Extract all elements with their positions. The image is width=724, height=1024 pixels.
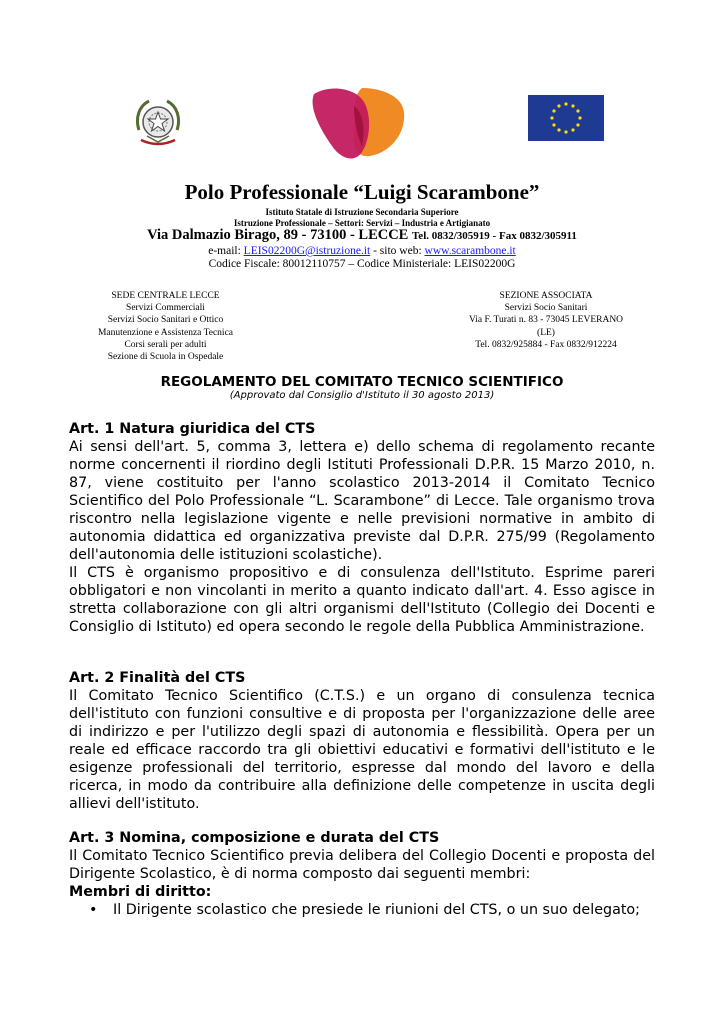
address-line (0, 227, 724, 244)
article-3-paragraph-1: Il Comitato Tecnico Scientifico previa delibera del Collegio Docenti e proposta del Dirigente Scolastico, è di norma composto dai seguenti membri: (69, 848, 655, 882)
sede-centrale-line: Manutenzione e Assistenza Tecnica (97, 327, 233, 338)
sezione-associata-line: SEZIONE ASSOCIATA (499, 291, 593, 301)
sezione-associata-line: Servizi Socio Sanitari (504, 303, 588, 314)
eu-flag (528, 95, 604, 141)
institute-sectors: Istruzione Professionale – Settori: Servizi – Industria e Artigianato (233, 218, 491, 228)
italian-republic-emblem (133, 96, 183, 152)
sede-centrale-block (88, 290, 243, 363)
membri-di-diritto-label: Membri di diritto: (69, 884, 212, 900)
article-2-heading: Art. 2 Finalità del CTS (69, 670, 246, 686)
institute-type: Istituto Statale di Istruzione Secondaria Superiore (265, 207, 459, 217)
article-1-paragraph-1: Ai sensi dell'art. 5, comma 3, lettera e) dello schema di regolamento recante norme concernenti il riordino degli Istituti Professionali D.P.R. 15 Marzo 2010, n. 87, viene costituito per l'anno scolastico 2013-2014 il Comitato Tecnico Scientifico del Polo Professionale “L. Scarambone” di Lecce. Tale organismo trova riscontro nella legislazione vigente e nelle previsioni normative in ambito di autonomia didattica ed organizzativa previste dal D.P.R. 275/99 (Regolamento dell'autonomia delle istituzioni scolastiche). (69, 439, 655, 563)
website-link[interactable]: www.scarambone.it (424, 245, 516, 257)
address: Via Dalmazio Birago, 89 - 73100 - LECCE (147, 227, 409, 243)
school-logo (304, 86, 414, 160)
article-3 (69, 829, 655, 919)
sede-centrale-line: Servizi Commerciali (126, 303, 205, 314)
sede-centrale-line: Sezione di Scuola in Ospedale (107, 352, 224, 363)
document-subtitle: (Approvato dal Consiglio d'Istituto il 30 agosto 2013) (229, 390, 495, 401)
article-2 (69, 669, 655, 813)
document-title: REGOLAMENTO DEL COMITATO TECNICO SCIENTIFICO (160, 374, 564, 390)
sezione-associata-line: Tel. 0832/925884 - Fax 0832/912224 (475, 339, 617, 350)
school-name: Polo Professionale “Luigi Scarambone” (184, 180, 540, 204)
email-label: e-mail: (208, 245, 241, 257)
article-1-paragraph-2: Il CTS è organismo propositivo e di consulenza dell'Istituto. Esprime pareri obbligatori e non vincolanti in merito a quanto indicato dall'art. 4. Esso agisce in stretta collaborazione con gli altri organismi dell'Istituto (Collegio dei Docenti e Consiglio di Istituto) ed opera secondo le regole della Pubblica Amministrazione. (69, 565, 655, 635)
article-1 (69, 420, 655, 636)
article-2-paragraph-1: Il Comitato Tecnico Scientifico (C.T.S.) e un organo di consulenza tecnica dell'istituto con funzioni consultive e di proposta per l'organizzazione delle aree di indirizzo e per l'utilizzo degli spazi di autonomia e flessibilità. Opera per un reale ed efficace raccordo tra gli obiettivi educativi e formativi dell'istituto e le esigenze professionali del territorio, espresse dal mondo del lavoro e della ricerca, in modo da contribuire alla definizione delle competenze in uscita degli allievi dell'istituto. (69, 688, 655, 812)
list-item (69, 901, 655, 919)
sezione-associata-line: Via F. Turati n. 83 - 73045 LEVERANO (LE) (468, 315, 624, 338)
sezione-associata-block (460, 290, 632, 351)
email-link[interactable]: LEIS02200G@istruzione.it (243, 245, 371, 257)
bullet-icon: • (89, 902, 98, 918)
sede-centrale-line: Corsi serali per adulti (124, 339, 207, 350)
contact-line (0, 245, 724, 257)
fiscal-codes: Codice Fiscale: 80012110757 – Codice Ministeriale: LEIS02200G (208, 258, 516, 270)
phone-fax: Tel. 0832/305919 - Fax 0832/305911 (411, 230, 577, 242)
article-1-heading: Art. 1 Natura giuridica del CTS (69, 421, 316, 437)
sede-centrale-line: Servizi Socio Sanitari e Ottico (107, 315, 224, 326)
website-label: - sito web: (373, 245, 422, 257)
article-3-heading: Art. 3 Nomina, composizione e durata del CTS (69, 830, 440, 846)
sede-centrale-line: SEDE CENTRALE LECCE (111, 291, 220, 301)
list-item-text: Il Dirigente scolastico che presiede le riunioni del CTS, o un suo delegato; (113, 902, 640, 918)
